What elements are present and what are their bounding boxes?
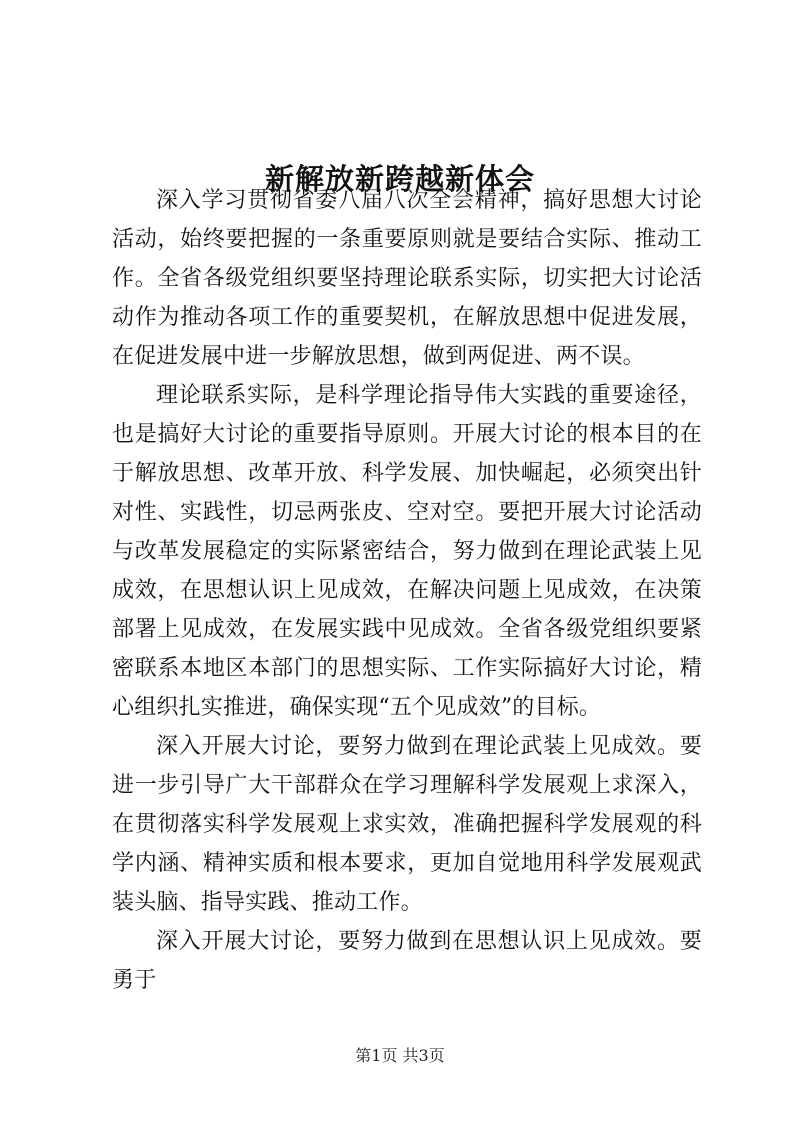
- paragraph-2: 理论联系实际，是科学理论指导伟大实践的重要途径，也是搞好大讨论的重要指导原则。开展大讨论的根本目的在于解放思想、改革开放、科学发展、加快崛起，必须突出针对性、实践性，切忌两张皮、空对空。要把开展大讨论活动与改革发展稳定的实际紧密结合，努力做到在理论武装上见成效，在思想认识上见成效，在解决问题上见成效，在决策部署上见成效，在发展实践中见成效。全省各级党组织要紧密联系本地区本部门的思想实际、工作实际搞好大讨论，精心组织扎实推进，确保实现“五个见成效”的目标。: [112, 383, 702, 720]
- document-title: 新解放新跨越新体会: [264, 162, 535, 197]
- paragraph-1: 深入学习贯彻省委八届八次全会精神，搞好思想大讨论活动，始终要把握的一条重要原则就是要结合实际、推动工作。全省各级党组织要坚持理论联系实际，切实把大讨论活动作为推动各项工作的重要契机，在解放思想中促进发展，在促进发展中进一步解放思想，做到两促进、两不误。: [112, 188, 702, 369]
- paragraph-4: 深入开展大讨论，要努力做到在思想认识上见成效。要勇于: [112, 929, 702, 993]
- page-footer: 第1页 共3页: [355, 1046, 445, 1065]
- paragraph-3: 深入开展大讨论，要努力做到在理论武装上见成效。要进一步引导广大干部群众在学习理解科学发展观上求深入，在贯彻落实科学发展观上求实效，准确把握科学发展观的科学内涵、精神实质和根本要求，更加自觉地用科学发展观武装头脑、指导实践、推动工作。: [112, 734, 702, 915]
- document-body: [112, 181, 702, 1000]
